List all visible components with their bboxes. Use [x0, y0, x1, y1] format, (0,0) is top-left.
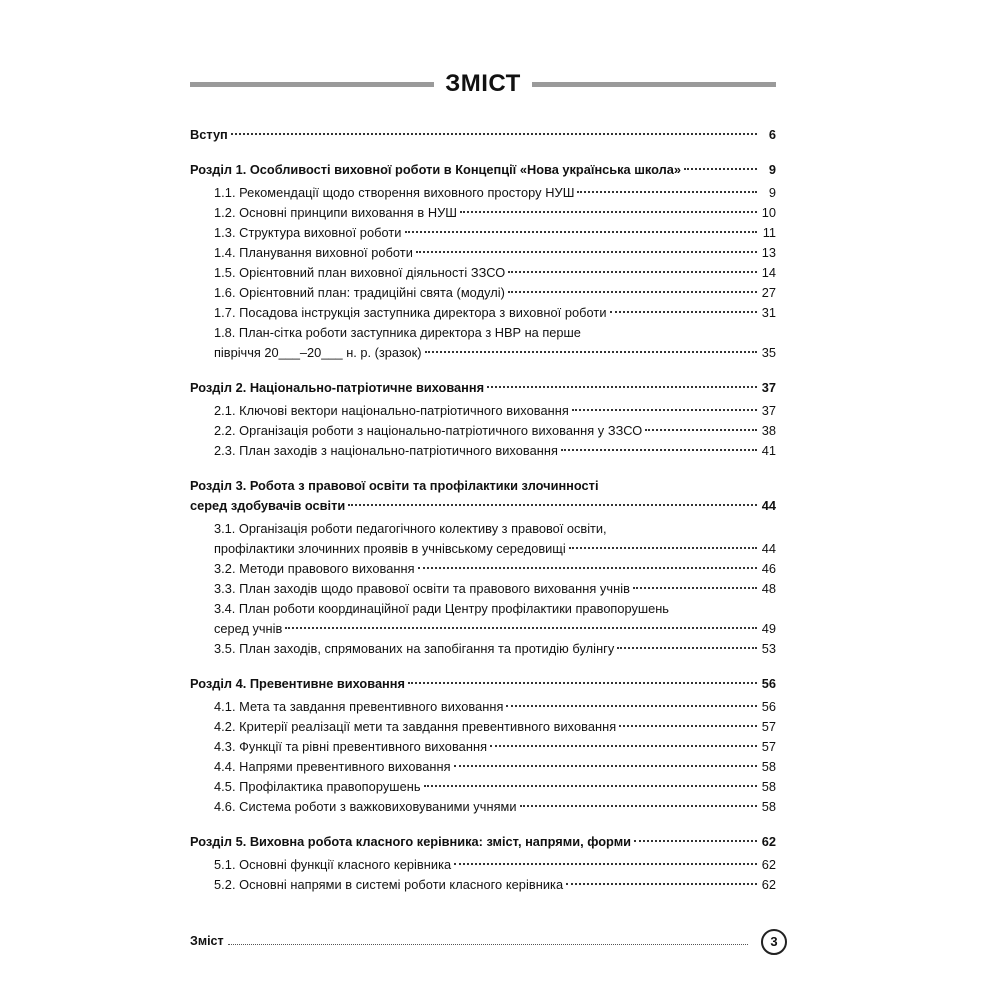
- toc-label-line1: 3.4. План роботи координаційної ради Центру профілактики правопорушень: [214, 601, 669, 616]
- toc-page-number: 9: [768, 185, 776, 200]
- footer-label: Зміст: [190, 934, 224, 948]
- toc-item-1-3[interactable]: [190, 223, 776, 243]
- dot-leader: [454, 863, 757, 865]
- toc-item-1-1[interactable]: [190, 183, 776, 203]
- toc-label: 3.5. План заходів, спрямованих на запобігання та протидію булінгу: [214, 641, 615, 656]
- toc-item-4-4[interactable]: [190, 757, 776, 777]
- dot-leader: [490, 745, 757, 747]
- toc-page-number: 35: [761, 345, 776, 360]
- dot-leader: [425, 351, 757, 353]
- toc-label-line1: 3.1. Організація роботи педагогічного колективу з правової освіти,: [214, 521, 607, 536]
- dot-leader: [416, 251, 757, 253]
- toc-item-2-3[interactable]: [190, 441, 776, 461]
- toc-item-2-1[interactable]: [190, 401, 776, 421]
- toc-item-3-5[interactable]: [190, 639, 776, 659]
- dot-leader: [508, 271, 757, 273]
- dot-leader: [460, 211, 757, 213]
- toc-item-3-3[interactable]: [190, 579, 776, 599]
- toc-label: 4.4. Напрями превентивного виховання: [214, 759, 451, 774]
- toc-label-line1: 1.8. План-сітка роботи заступника директора з НВР на перше: [214, 325, 581, 340]
- toc-label: 4.5. Профілактика правопорушень: [214, 779, 421, 794]
- toc-page-number: 56: [761, 699, 776, 714]
- dot-leader: [572, 409, 757, 411]
- toc-page-number: 27: [761, 285, 776, 300]
- toc-page-number: 46: [761, 561, 776, 576]
- toc-label: Вступ: [190, 127, 228, 142]
- dot-leader: [619, 725, 757, 727]
- toc-label: 1.6. Орієнтовний план: традиційні свята (модулі): [214, 285, 505, 300]
- footer-dot-rule: [228, 944, 748, 945]
- dot-leader: [405, 231, 758, 233]
- toc-section-title-line2-row: [190, 496, 776, 516]
- toc-page-number: 58: [761, 799, 776, 814]
- page-header: [190, 66, 776, 102]
- dot-leader: [566, 883, 757, 885]
- toc-entry-intro[interactable]: [190, 125, 776, 145]
- toc-section-title-line2: серед здобувачів освіти: [190, 498, 346, 513]
- toc-item-5-1[interactable]: [190, 855, 776, 875]
- dot-leader: [684, 168, 757, 170]
- header-rule-left: [190, 82, 434, 87]
- dot-leader: [645, 429, 757, 431]
- header-rule-right: [532, 82, 776, 87]
- toc-item-4-3[interactable]: [190, 737, 776, 757]
- toc-page-number: 53: [761, 641, 776, 656]
- toc-page-number: 44: [761, 541, 776, 556]
- toc-item-3-1[interactable]: [190, 519, 776, 559]
- toc-page-number: 58: [761, 759, 776, 774]
- toc-page-number: 62: [761, 857, 776, 872]
- toc-page-number: 62: [761, 877, 776, 892]
- toc-page-number: 58: [761, 779, 776, 794]
- dot-leader: [285, 627, 757, 629]
- toc-page-number: 62: [761, 834, 776, 849]
- toc-label: 4.1. Мета та завдання превентивного виховання: [214, 699, 504, 714]
- toc-label: 5.1. Основні функції класного керівника: [214, 857, 452, 872]
- dot-leader: [408, 682, 757, 684]
- toc-label: 4.6. Система роботи з важковиховуваними учнями: [214, 799, 517, 814]
- dot-leader: [418, 567, 757, 569]
- toc-item-1-7[interactable]: [190, 303, 776, 323]
- toc-label: 5.2. Основні напрями в системі роботи класного керівника: [214, 877, 564, 892]
- toc-section-title: Розділ 4. Превентивне виховання: [190, 676, 405, 691]
- toc-label: 3.3. План заходів щодо правової освіти та правового виховання учнів: [214, 581, 630, 596]
- toc-label: 4.2. Критерії реалізації мети та завдання превентивного виховання: [214, 719, 617, 734]
- toc-label: 1.3. Структура виховної роботи: [214, 225, 402, 240]
- toc-section-4[interactable]: [190, 674, 776, 694]
- toc-item-4-5[interactable]: [190, 777, 776, 797]
- toc-label: 1.4. Планування виховної роботи: [214, 245, 413, 260]
- dot-leader: [569, 547, 757, 549]
- toc-item-2-2[interactable]: [190, 421, 776, 441]
- toc-page-number: 10: [761, 205, 776, 220]
- toc-page-number: 41: [761, 443, 776, 458]
- toc-label: 1.2. Основні принципи виховання в НУШ: [214, 205, 458, 220]
- toc-page-number: 48: [761, 581, 776, 596]
- toc-item-1-4[interactable]: [190, 243, 776, 263]
- table-of-contents: [190, 120, 776, 895]
- dot-leader: [506, 705, 757, 707]
- toc-label-line2: профілактики злочинних проявів в учнівському середовищі: [214, 541, 566, 556]
- toc-page-number: 31: [761, 305, 776, 320]
- toc-item-5-2[interactable]: [190, 875, 776, 895]
- page-number-badge: 3: [761, 929, 787, 955]
- toc-page-number: 57: [761, 739, 776, 754]
- toc-page-number: 14: [761, 265, 776, 280]
- toc-section-5[interactable]: [190, 832, 776, 852]
- dot-leader: [231, 133, 757, 135]
- toc-item-3-2[interactable]: [190, 559, 776, 579]
- toc-page-number: 13: [761, 245, 776, 260]
- toc-label-line2-row: [190, 343, 776, 363]
- toc-page-number: 57: [761, 719, 776, 734]
- toc-section-title-line1: Розділ 3. Робота з правової освіти та профілактики злочинності: [190, 478, 599, 493]
- dot-leader: [577, 191, 757, 193]
- dot-leader: [634, 840, 757, 842]
- toc-item-1-6[interactable]: [190, 283, 776, 303]
- toc-item-4-1[interactable]: [190, 697, 776, 717]
- toc-section-title: Розділ 1. Особливості виховної роботи в Концепції «Нова українська школа»: [190, 162, 681, 177]
- toc-item-1-5[interactable]: [190, 263, 776, 283]
- toc-item-4-6[interactable]: [190, 797, 776, 817]
- page-footer: [190, 931, 790, 955]
- toc-label: 4.3. Функції та рівні превентивного виховання: [214, 739, 488, 754]
- toc-label: 3.2. Методи правового виховання: [214, 561, 415, 576]
- toc-label: 2.1. Ключові вектори національно-патріотичного виховання: [214, 403, 569, 418]
- toc-label-line2: півріччя 20___–20___ н. р. (зразок): [214, 345, 422, 360]
- dot-leader: [508, 291, 757, 293]
- dot-leader: [617, 647, 757, 649]
- toc-page-number: 37: [761, 403, 776, 418]
- toc-page-number: 44: [761, 498, 776, 513]
- toc-page-number: 56: [761, 676, 776, 691]
- toc-label: 1.5. Орієнтовний план виховної діяльності ЗЗСО: [214, 265, 506, 280]
- toc-page-number: 38: [761, 423, 776, 438]
- dot-leader: [424, 785, 757, 787]
- toc-item-3-4[interactable]: [190, 599, 776, 639]
- dot-leader: [520, 805, 757, 807]
- toc-item-4-2[interactable]: [190, 717, 776, 737]
- toc-page-number: 6: [768, 127, 776, 142]
- dot-leader: [487, 386, 757, 388]
- toc-item-1-2[interactable]: [190, 203, 776, 223]
- toc-section-1[interactable]: [190, 160, 776, 180]
- toc-label: 1.1. Рекомендації щодо створення виховного простору НУШ: [214, 185, 575, 200]
- toc-section-title: Розділ 5. Виховна робота класного керівника: зміст, напрями, форми: [190, 834, 632, 849]
- dot-leader: [348, 504, 757, 506]
- toc-section-3[interactable]: [190, 476, 776, 516]
- toc-page-number: 9: [768, 162, 776, 177]
- toc-page-number: 11: [762, 225, 776, 240]
- toc-page-number: 37: [761, 380, 776, 395]
- toc-label-line2-row: [190, 619, 776, 639]
- dot-leader: [561, 449, 757, 451]
- toc-label: 1.7. Посадова інструкція заступника директора з виховної роботи: [214, 305, 607, 320]
- dot-leader: [633, 587, 757, 589]
- toc-label-line2: серед учнів: [214, 621, 283, 636]
- toc-label: 2.3. План заходів з національно-патріотичного виховання: [214, 443, 558, 458]
- toc-label-line2-row: [190, 539, 776, 559]
- toc-label: 2.2. Організація роботи з національно-патріотичного виховання у ЗЗСО: [214, 423, 643, 438]
- dot-leader: [454, 765, 757, 767]
- page-title: ЗМІСТ: [445, 70, 521, 97]
- toc-section-2[interactable]: [190, 378, 776, 398]
- toc-section-title: Розділ 2. Національно-патріотичне виховання: [190, 380, 485, 395]
- toc-item-1-8[interactable]: [190, 323, 776, 363]
- toc-page-number: 49: [761, 621, 776, 636]
- dot-leader: [610, 311, 757, 313]
